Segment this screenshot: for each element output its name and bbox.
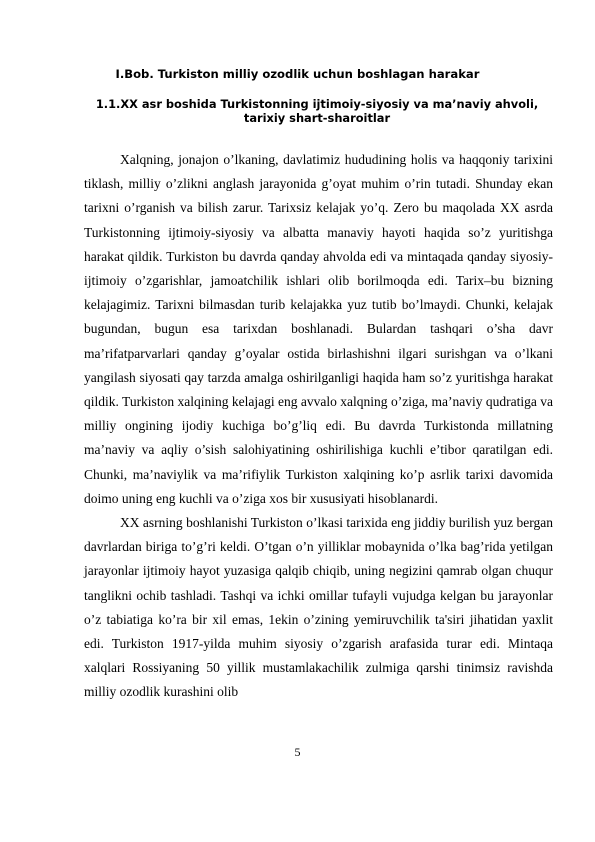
section-title: 1.1.XX asr boshida Turkistonning ijtimoiy-siyosiy va ma’naviy ahvoli, tarixiy shart-sharoitlar	[95, 97, 539, 125]
body-text	[84, 148, 553, 705]
paragraph-1: Xalqning, jonajon o’lkaning, davlatimiz hududining holis va haqqoniy tarixini tiklash, milliy o’zlikni anglash jarayonida g’oyat muhim o’rin tutadi. Shunday ekan tarixni o’rganish va bilish zarur. Tarixsiz kelajak yo’q. Zero bu maqolada XX asrda Turkistonning ijtimoiy-siyosiy va albatta manaviy hayoti haqida so’z yuritishga harakat qildik. Turkiston bu davrda qanday ahvolda edi va mintaqada qanday siyosiy-ijtimoiy o’zgarishlar, jamoatchilik ishlari olib borilmoqda edi. Tarix–bu bizning kelajagimiz. Tarixni bilmasdan turib kelajakka yuz tutib bo’lmaydi. Chunki, kelajak bugundan, bugun esa tarixdan boshlanadi. Bulardan tashqari o’sha davr ma’rifatparvarlari qanday g’oyalar ostida birlashishni ilgari surishgan va o’lkani yangilash siyosati qay tarzda amalga oshirilganligi haqida ham so’z yuritishga harakat qildik. Turkiston xalqining kelajagi eng avvalo xalqning o’ziga, ma’naviy qudratiga va milliy ongining ijodiy kuchiga bo’g’liq edi. Bu davrda Turkistonda millatning ma’naviy va aqliy o’sish salohiyatining oshirilishiga kuchli e’tibor qaratilgan edi. Chunki, ma’naviylik va ma’rifiylik Turkiston xalqining ko’p asrlik tarixi davomida doimo uning eng kuchli va o’ziga xos bir xususiyati hisoblanardi.	[84, 152, 553, 506]
paragraph-2: XX asrning boshlanishi Turkiston o’lkasi tarixida eng jiddiy burilish yuz bergan davrlardan biriga to’g’ri keldi. O’tgan o’n yilliklar mobaynida o’lka bag’rida yetilgan jarayonlar ijtimoiy hayot yuzasiga qalqib chiqib, uning negizini qamrab olgan chuqur tanglikni ochib tashladi. Tashqi va ichki omillar tufayli vujudga kelgan bu jarayonlar o’z tabiatiga ko’ra bir xil emas, 1ekin o’zining yemiruvchilik ta'siri jihatidan yaxlit edi. Turkiston 1917-yilda muhim siyosiy o’zgarish arafasida turar edi. Mintaqa xalqlari Rossiyaning 50 yillik mustamlakachilik zulmiga qarshi tinimsiz ravishda milliy ozodlik kurashini olib	[84, 515, 553, 700]
page-number: 5	[294, 745, 301, 759]
chapter-title: I.Bob. Turkiston milliy ozodlik uchun boshlagan harakar	[115, 67, 480, 81]
